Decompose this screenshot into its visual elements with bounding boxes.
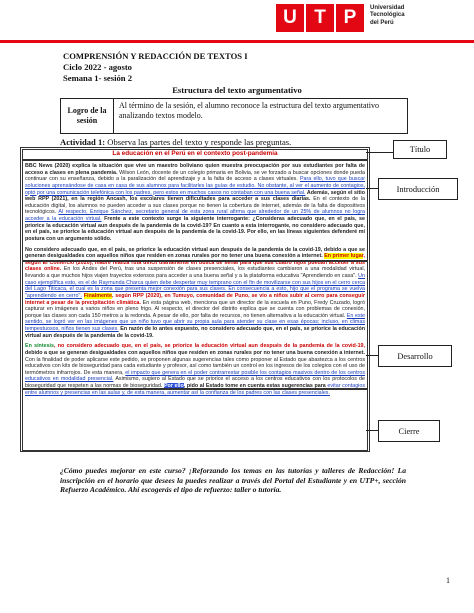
logro-table [60, 98, 408, 134]
closing-t3: , pido al Estado tome en cuenta estas sugerencias para [183, 383, 328, 389]
tag-introduccion: Introducción [378, 178, 458, 200]
logo-letter-t: T [306, 4, 334, 32]
body-u1b: En consecuencia a esto, hijo que el programa se vuelva "aprendiendo en cerro". [25, 286, 365, 299]
intro-b2: Además, según el sitio web RPP (2021), en la región Ancash, los escolares tienen dificultades para acceder a sus clases diarias. [25, 189, 365, 203]
logro-label: Logro de la sesión [61, 99, 114, 133]
body-h4: , según RPP (2020), en Tumuyo, comunidad de Puno, se vio a niños subir al cerro para conseguir internet a pesar de la precipitación climática. [25, 292, 365, 306]
page-header [0, 0, 474, 42]
closing-u2: evitar contagios entre alumnos y presencias en las aulas y, de esta manera, aumentar así la confianza de los padres con las clases presenciales. [25, 383, 365, 396]
title-leader-line [366, 152, 393, 153]
footer-note: ¿Cómo puedes mejorar en este curso? ¡Reforzando los temas en las tutorías y talleres de Redacción! La inscripción en el horario que desees la puedes realizar a través del Portal del Estudiante y en UTP+, sección Refuerzo Académico. Ahí escogerás el tipo de refuerzo: taller o tutoría. [60, 466, 406, 495]
page-number: 1 [446, 576, 450, 585]
course-session: Semana 1- sesión 2 [63, 73, 132, 83]
intro-paragraph [25, 163, 365, 243]
body-u1: Un caso ejemplífica esto, es el de Raymunda Charca quien debe despertar muy temprano con el fin de movilizarse con sus hijos en el cerro cerca del Lago Titicaca, el cual es la zona que presenta mejor conexión para sus clases. [25, 273, 365, 293]
body-b1: No considero adecuado que, en el país, se priorice la educación virtual aun después de la pandemia de la covid-19, debido a que se generan desigualdades con aquellos niños que residen en zonas rurales por no tener una buena conexión a internet. [25, 246, 365, 260]
closing-t1: Con la finalidad de poder aplicarse este pedido, se proponen algunas sugerencias tales como proponer al Estado que abastezca a los centros educativos con kits de bioseguridad para cada estudiante y profesor, así como también un control en los ingresos de los colegios con el uso de termómetros infrarrojos. De esta manera, [25, 356, 365, 376]
course-title: COMPRENSIÓN Y REDACCIÓN DE TEXTOS I [63, 51, 248, 61]
closing-p1: Por ello [163, 383, 184, 389]
development-leader-line [366, 355, 378, 356]
logo-letter-p: P [336, 4, 364, 32]
course-cycle: Ciclo 2022 - agosto [63, 62, 132, 72]
tag-cierre: Cierre [378, 420, 440, 442]
section-title: Estructura del texto argumentativo [172, 85, 302, 95]
activity-instruction [60, 137, 291, 147]
university-name-line: Tecnológica [370, 12, 405, 19]
university-name-line: Universidad [370, 5, 405, 11]
intro-leader-line [366, 188, 378, 189]
closing-r1: , no considero adecuado que, en el país, se priorice la educación virtual aun después de la pandemia de la covid-19, [54, 343, 366, 350]
university-name [370, 5, 405, 27]
body-h3: Finalmente [83, 292, 112, 299]
body-t2: En esta página web, menciona que un director de la escuela en Puno, Fredy Cruzado, logró capturar en imágenes a varios niños en pleno frigo. Al respecto, el director del distrito explica que se cuenta con problemas de conexión, porque las clases son cada 150 metros a la redonda. A pesar de ello, por falta de recursos, no tienen alternativa a la educación virtual. [25, 299, 365, 319]
utp-logo [276, 4, 364, 32]
body-h2: , según El Comercio (2020), madre realiza ruta difícil diariamente en busca de señal para que sus cuatro hijos puedan acceder a sus clases online. [25, 253, 365, 273]
intro-t1: Wilson León, docente de un colegio primaria en Bolivia, se ve forzado a buscar opciones donde pueda continuar con su enseñanza, debido a la paralización del aprendizaje y a la falta de acceso a clases virtuales. [25, 169, 365, 183]
tag-desarrollo: Desarrollo [378, 345, 452, 367]
logo-letter-u: U [276, 4, 304, 32]
closing-t2: Asimismo, sugiero al Estado que se priorice el acceso a los centros educativos con los protocolos de bioseguridad que respeten a las normas de bioseguridad. [25, 376, 365, 389]
tag-titulo: Título [393, 140, 447, 159]
body-paragraph [25, 247, 365, 340]
intro-t2: En el contexto de la educación digital, los alumnos no pueden acceder a sus clases porque no tienen la cobertura de internet, además de la falta de dispositivos tecnológicos. [25, 196, 365, 216]
document-title: La educación en el Perú en el contexto post-pandemia [112, 150, 278, 157]
argumentative-text [20, 147, 370, 452]
intro-u2: Al respecto, Enrique Sánchez, secretario general de esta zona rural afirma que alrededor de un 25% de alumnos no logra acceder a la educación virtual. [25, 209, 365, 222]
body-u2: En este sentido, se logró ver en las imágenes que un niño tuvo que abrir su propia aula para atender su clase en esas épocas; incluso, en climas tempestuosos, niños tienen sus clases. [25, 312, 365, 332]
body-h1: En primer lugar [324, 253, 364, 260]
logro-text: Al término de la sesión, el alumno reconoce la estructura del texto argumentativo analizando textos modelo. [119, 101, 379, 120]
university-name-line: del Perú [370, 19, 394, 26]
header-divider [0, 40, 474, 43]
closing-u1: el impacto que genera en el poder contrarrestar posible los contagios masivos dentro de los centros educativos en modalidad presencial. [25, 369, 365, 383]
closing-b1: debido a que se generan desigualdades con aquellos niños que residen en zonas rurales por no tener una buena conexión a internet. [25, 349, 365, 356]
intro-b3: Frente a este contexto surge la siguiente interrogante: ¿Consideras adecuado que, en el país, se priorice la educación virtual aun después de la pandemia de la covid-19? En cuanto a esta interrogante, no considero adecuado que, en el país, se priorice la educación virtual aun después de la pandemia de la covid-19. Por ello, en las líneas siguientes defenderé mi postura con un argumento sólido. [25, 216, 365, 242]
activity-text: Observa las partes del texto y responde las preguntas. [105, 137, 292, 147]
body-t1: En los Andes del Perú, tras una suspensión de clases presenciales, los estudiantes cambiaron a una modalidad virtual, llevando a que muchos hijos viajen trayectos extensos para acceder a una buena señal y a la plataforma educativa "Aprendiendo en casa". [25, 266, 365, 279]
closing-paragraph [25, 343, 365, 396]
closing-leader-line [366, 430, 378, 431]
body-b2: En razón de lo antes expuesto, no considero adecuado que, en el país, se priorice la educación virtual aun después de la pandemia de la covid-19. [25, 326, 365, 339]
intro-u1: Para ello, tuvo que buscar soluciones aprensándose de casa en casa de sus alumnos para facilitarles las guías de estudio. No obstante, al ver el aumento de contagios, optó por una comunicación telefónica con los padres, pero estos en muchos casos no contaban con una buena señal. [25, 176, 365, 196]
closing-g1: En síntesis [25, 343, 55, 350]
activity-label: Actividad 1: [60, 137, 106, 147]
intro-b1: BBC News (2020) explica la situación que vive un maestro boliviano quien muestra preocupación por sus estudiantes por falta de acceso a clases en plena pandemia. [25, 163, 365, 176]
